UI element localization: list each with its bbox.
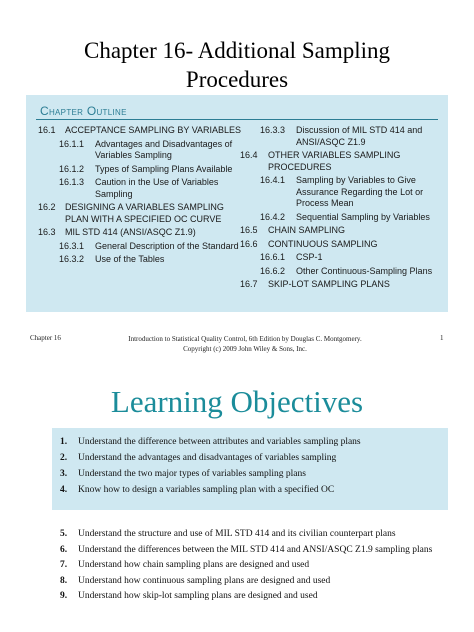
outline-column-right xyxy=(240,125,442,293)
footer-citation xyxy=(110,334,380,354)
outline-item-number: 16.3.3 xyxy=(260,125,286,135)
objective-text: Understand how continuous sampling plans are designed and used xyxy=(78,575,331,586)
objectives-panel-1 xyxy=(52,428,448,510)
outline-item xyxy=(240,252,442,264)
objective-number: 5. xyxy=(60,529,68,539)
objective-number: 1. xyxy=(60,437,68,447)
outline-column-left xyxy=(38,125,242,268)
outline-item-text: Use of the Tables xyxy=(95,254,165,264)
objective-text: Understand the structure and use of MIL STD 414 and its civilian counterpart plans xyxy=(78,529,396,539)
objective-item xyxy=(60,575,442,587)
outline-item xyxy=(240,225,442,237)
outline-item-number: 16.6.2 xyxy=(260,265,286,276)
outline-item-number: 16.1.2 xyxy=(59,163,85,174)
objective-item xyxy=(60,436,442,448)
outline-item-text: Sequential Sampling by Variables xyxy=(296,211,430,222)
outline-item-text: CONTINUOUS SAMPLING xyxy=(268,238,378,249)
outline-item-text: Advantages and Disadvantages of Variables Sampling xyxy=(95,138,233,160)
outline-item xyxy=(240,266,442,278)
outline-item-text: ACCEPTANCE SAMPLING BY VARIABLES xyxy=(65,125,242,135)
outline-item-text: Caution in the Use of Variables Sampling xyxy=(95,177,219,199)
outline-item-text: CSP-1 xyxy=(296,252,323,262)
outline-item-number: 16.1 xyxy=(38,125,56,135)
outline-item xyxy=(38,139,242,162)
outline-item xyxy=(38,177,242,200)
objective-number: 6. xyxy=(60,544,68,555)
objective-number: 9. xyxy=(60,591,68,601)
outline-item-text: DESIGNING A VARIABLES SAMPLING PLAN WITH A SPECIFIED OC CURVE xyxy=(65,202,224,224)
outline-item-number: 16.3.2 xyxy=(59,254,85,264)
objective-item xyxy=(60,484,442,496)
outline-item-text: MIL STD 414 (ANSI/ASQC Z1.9) xyxy=(65,227,196,237)
outline-item-number: 16.2 xyxy=(38,202,56,212)
objective-item xyxy=(60,559,442,571)
outline-item-text: OTHER VARIABLES SAMPLING PROCEDURES xyxy=(268,150,401,172)
outline-item-number: 16.5 xyxy=(240,225,258,235)
slide-title: Chapter 16- Additional Sampling Procedures xyxy=(84,38,390,92)
objective-item xyxy=(60,528,442,540)
outline-item xyxy=(38,164,242,176)
outline-item xyxy=(38,241,242,253)
outline-item-number: 16.6.1 xyxy=(260,252,286,262)
objective-text: Understand the difference between attributes and variables sampling plans xyxy=(78,437,361,447)
outline-header: Chapter Outline xyxy=(40,104,127,118)
outline-item-text: Discussion of MIL STD 414 and ANSI/ASQC Z1.9 xyxy=(296,125,423,147)
outline-item-text: General Description of the Standard xyxy=(95,240,239,251)
outline-item-number: 16.4.2 xyxy=(260,211,286,222)
objective-text: Know how to design a variables sampling plan with a specified OC xyxy=(78,485,335,495)
chapter-outline-panel xyxy=(26,95,448,312)
outline-item xyxy=(38,202,242,225)
outline-item-number: 16.6 xyxy=(240,238,258,249)
objective-text: Understand how skip-lot sampling plans are designed and used xyxy=(78,591,318,601)
outline-item xyxy=(240,125,442,148)
outline-item xyxy=(38,125,242,137)
objective-number: 4. xyxy=(60,485,68,495)
objective-item xyxy=(60,544,442,556)
objective-number: 3. xyxy=(60,469,68,479)
outline-item-text: CHAIN SAMPLING xyxy=(268,225,346,235)
outline-item-number: 16.3 xyxy=(38,227,56,237)
outline-item-number: 16.3.1 xyxy=(59,240,85,251)
objective-item xyxy=(60,452,442,464)
outline-item xyxy=(38,227,242,239)
outline-item-number: 16.4.1 xyxy=(260,175,286,185)
objective-text: Understand the two major types of variables sampling plans xyxy=(78,469,306,479)
outline-item xyxy=(240,279,442,291)
objectives-list-2 xyxy=(60,528,442,606)
outline-item xyxy=(240,150,442,173)
objective-text: Understand the advantages and disadvantages of variables sampling xyxy=(78,453,337,463)
outline-item-number: 16.4 xyxy=(240,150,258,160)
objective-number: 8. xyxy=(60,575,68,586)
outline-item xyxy=(240,175,442,210)
objective-item xyxy=(60,590,442,602)
outline-item-text: SKIP-LOT SAMPLING PLANS xyxy=(268,279,390,289)
outline-item-text: Other Continuous-Sampling Plans xyxy=(296,265,433,276)
objective-text: Understand how chain sampling plans are designed and used xyxy=(78,560,310,570)
outline-item-number: 16.7 xyxy=(240,279,258,289)
objectives-panel-2 xyxy=(52,520,448,632)
learning-objectives-title: Learning Objectives xyxy=(110,384,364,419)
outline-item-text: Sampling by Variables to Give Assurance Regarding the Lot or Process Mean xyxy=(296,175,424,208)
footer-citation-line1: Introduction to Statistical Quality Control, 6th Edition by Douglas C. Montgomery. xyxy=(128,335,362,343)
outline-item xyxy=(240,239,442,251)
outline-item-number: 16.1.3 xyxy=(59,177,85,187)
outline-item-text: Types of Sampling Plans Available xyxy=(95,163,233,174)
footer-citation-line2: Copyright (c) 2009 John Wiley & Sons, Inc. xyxy=(183,345,307,353)
objective-number: 7. xyxy=(60,560,68,570)
footer-page-number: 1 xyxy=(440,334,444,342)
objectives-list-1 xyxy=(60,436,442,500)
footer-chapter: Chapter 16 xyxy=(30,334,61,342)
outline-item xyxy=(38,254,242,266)
outline-divider xyxy=(36,119,438,120)
outline-item-number: 16.1.1 xyxy=(59,138,85,149)
objective-number: 2. xyxy=(60,453,68,463)
objective-text: Understand the differences between the MIL STD 414 and ANSI/ASQC Z1.9 sampling plans xyxy=(78,544,433,555)
outline-item xyxy=(240,212,442,224)
objective-item xyxy=(60,468,442,480)
